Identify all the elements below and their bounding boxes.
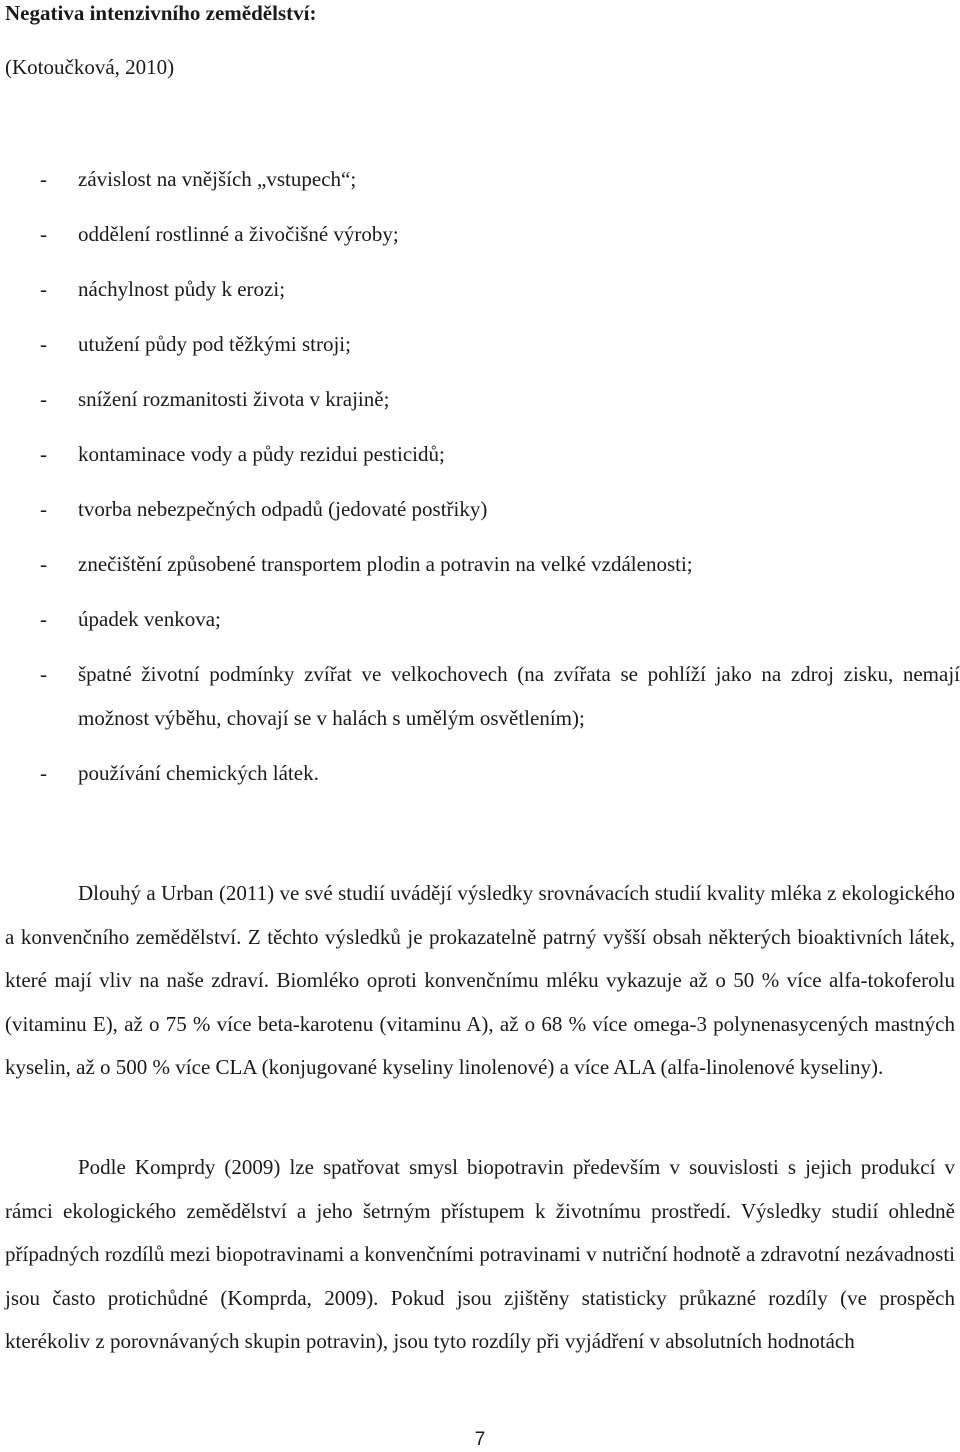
list-item bbox=[5, 276, 960, 302]
list-item-text: kontaminace vody a půdy rezidui pesticidů; bbox=[78, 442, 445, 466]
bullet-marker: - bbox=[40, 167, 47, 191]
bullet-marker: - bbox=[40, 662, 47, 686]
bullet-marker: - bbox=[40, 387, 47, 411]
bullet-marker: - bbox=[40, 497, 47, 521]
bullet-marker: - bbox=[40, 761, 47, 785]
citation: (Kotoučková, 2010) bbox=[5, 55, 175, 79]
bullet-marker: - bbox=[40, 332, 47, 356]
list-item-text: tvorba nebezpečných odpadů (jedovaté postřiky) bbox=[78, 497, 488, 521]
bullet-list bbox=[5, 166, 960, 815]
list-item bbox=[5, 331, 960, 357]
list-item-text: oddělení rostlinné a živočišné výroby; bbox=[78, 222, 399, 246]
list-item-text: používání chemických látek. bbox=[78, 761, 319, 785]
section-heading: Negativa intenzivního zemědělství: bbox=[5, 1, 317, 25]
list-item bbox=[5, 652, 960, 740]
bullet-marker: - bbox=[40, 222, 47, 246]
list-item bbox=[5, 166, 960, 192]
list-item-text: špatné životní podmínky zvířat ve velkochovech (na zvířata se pohlíží jako na zdroj zisku, nemají možnost výběhu, chovají se v halách s umělým osvětlením); bbox=[78, 662, 960, 730]
page-number: 7 bbox=[474, 1429, 486, 1450]
list-item-text: úpadek venkova; bbox=[78, 607, 221, 631]
list-item bbox=[5, 606, 960, 632]
list-item bbox=[5, 441, 960, 467]
list-item bbox=[5, 386, 960, 412]
list-item bbox=[5, 221, 960, 247]
list-item-text: znečištění způsobené transportem plodin a potravin na velké vzdálenosti; bbox=[78, 552, 693, 576]
list-item bbox=[5, 760, 960, 786]
list-item-text: náchylnost půdy k erozi; bbox=[78, 277, 286, 301]
body-paragraph: Dlouhý a Urban (2011) ve své studií uvádějí výsledky srovnávacích studií kvality mléka z ekologického a konvenčního zemědělství. Z těchto výsledků je prokazatelně patrný vyšší obsah některých bioaktivních látek, které mají vliv na naše zdraví. Biomléko oproti konvenčnímu mléku vykazuje až o 50 % více alfa-tokoferolu (vitaminu E), až o 75 % více beta-karotenu (vitaminu A), až o 68 % více omega-3 polynenasycených mastných kyselin, až o 500 % více CLA (konjugované kyseliny linolenové) a více ALA (alfa-linolenové kyseliny). bbox=[5, 881, 955, 1080]
bullet-marker: - bbox=[40, 277, 47, 301]
list-item bbox=[5, 551, 960, 577]
bullet-marker: - bbox=[40, 607, 47, 631]
bullet-marker: - bbox=[40, 442, 47, 466]
bullet-marker: - bbox=[40, 552, 47, 576]
list-item-text: závislost na vnějších „vstupech“; bbox=[78, 167, 357, 191]
list-item-text: utužení půdy pod těžkými stroji; bbox=[78, 332, 351, 356]
list-item bbox=[5, 496, 960, 522]
body-paragraph: Podle Komprdy (2009) lze spatřovat smysl biopotravin především v souvislosti s jejich produkcí v rámci ekologického zemědělství a jeho šetrným přístupem k životnímu prostředí. Výsledky studií ohledně případných rozdílů mezi biopotravinami a konvenčními potravinami v nutriční hodnotě a zdravotní nezávadnosti jsou často protichůdné (Komprda, 2009). Pokud jsou zjištěny statisticky průkazné rozdíly (ve prospěch kterékoliv z porovnávaných skupin potravin), jsou tyto rozdíly při vyjádření v absolutních hodnotách bbox=[5, 1155, 955, 1354]
list-item-text: snížení rozmanitosti života v krajině; bbox=[78, 387, 390, 411]
